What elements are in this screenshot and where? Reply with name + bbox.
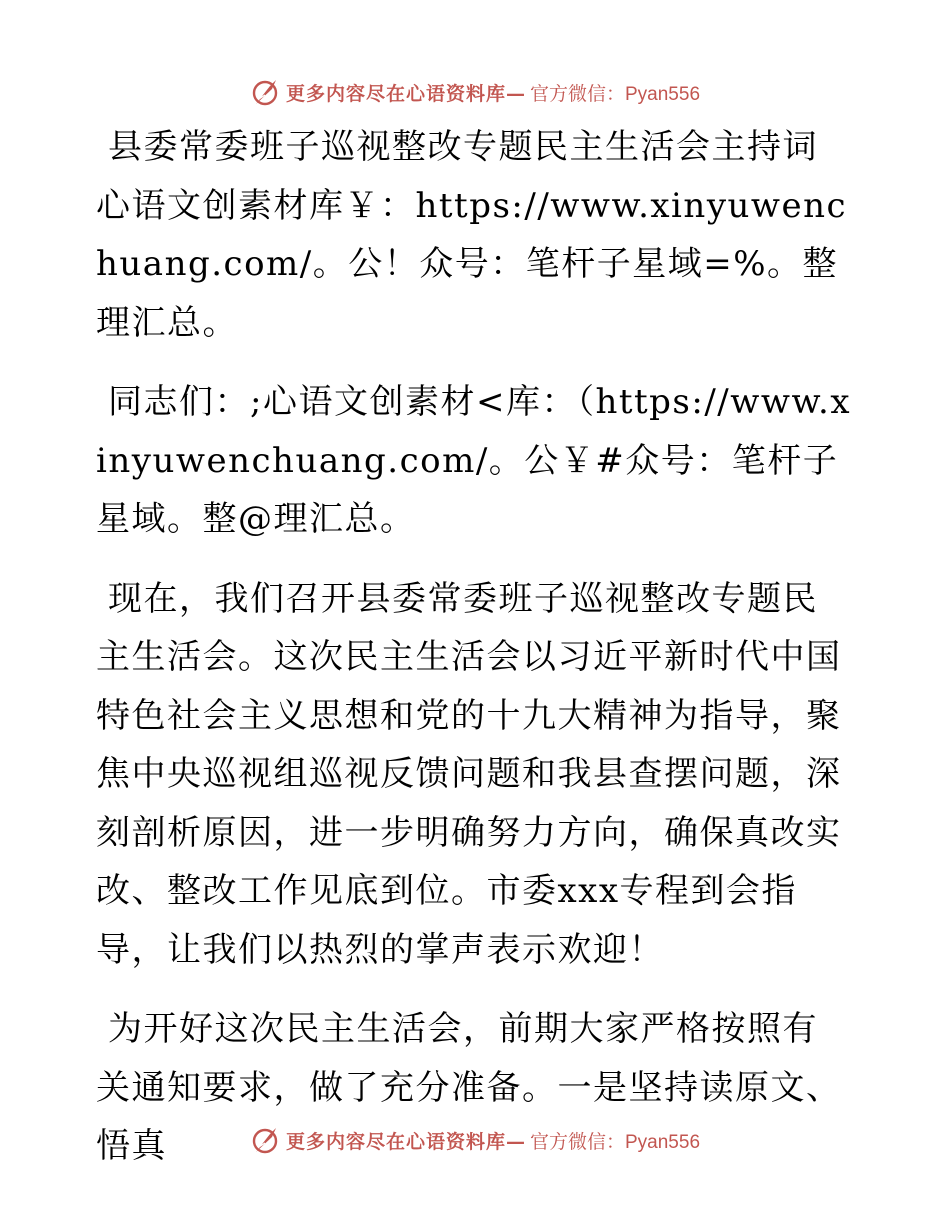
paragraph-greeting: 同志们：;心语文创素材<库：（https://www.xinyuwenchuang.com/。公￥#众号：笔杆子星域。整@理汇总。 [96, 382, 851, 539]
paragraph-opening: 现在，我们召开县委常委班子巡视整改专题民主生活会。这次民主生活会以习近平新时代中国特色社会主义思想和党的十九大精神为指导，聚焦中央巡视组巡视反馈问题和我县查摆问题，深刻剖析原因，进一步明确努力方向，确保真改实改、整改工作见底到位。市委xxx专程到会指导，让我们以热烈的掌声表示欢迎！ [96, 578, 842, 970]
header-contact-text: 官方微信：Pyan556 [530, 83, 701, 105]
footer-contact-text: 官方微信：Pyan556 [530, 1131, 701, 1153]
header-site-text: 更多内容尽在心语资料库— [285, 82, 526, 105]
paragraph-preparation: 为开好这次民主生活会，前期大家严格按照有关通知要求，做了充分准备。一是坚持读原文、悟真 [96, 1009, 842, 1166]
quill-logo-icon [250, 1125, 280, 1155]
footer-site-text: 更多内容尽在心语资料库— [285, 1130, 526, 1153]
footer-watermark [0, 1120, 950, 1160]
document-body [96, 118, 851, 1197]
paragraph-title: 县委常委班子巡视整改专题民主生活会主持词心语文创素材库￥：https://www.xinyuwenchuang.com/。公！众号：笔杆子星域=%。整理汇总。 [96, 127, 848, 343]
quill-logo-icon [250, 77, 280, 107]
header-watermark [0, 72, 950, 112]
